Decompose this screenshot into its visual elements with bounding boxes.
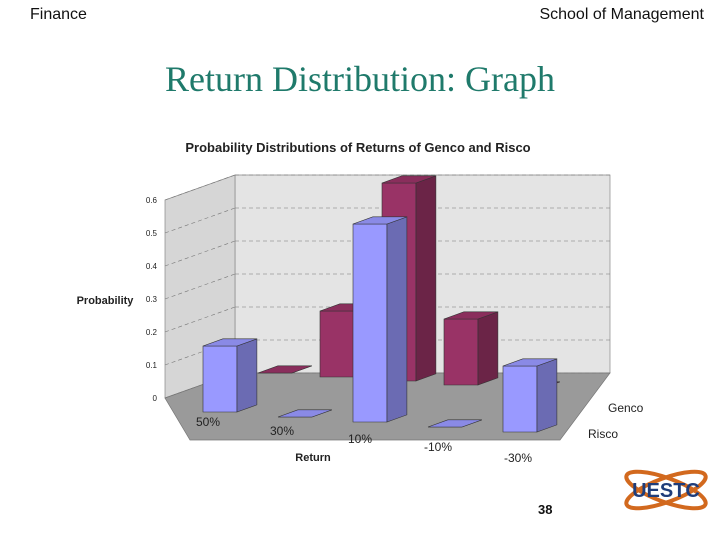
x-tick-label-4: -30% bbox=[503, 451, 533, 465]
x-axis-title: Return bbox=[295, 452, 331, 464]
header-right-text: School of Management bbox=[539, 6, 704, 23]
slide-number: 38 bbox=[538, 502, 553, 517]
y-tick-label-5: 0.5 bbox=[145, 229, 157, 238]
genco-bar-side-4 bbox=[537, 359, 557, 432]
chart-title: Probability Distributions of Returns of Genco and Risco bbox=[185, 140, 531, 155]
y-tick-label-4: 0.4 bbox=[145, 262, 157, 271]
genco-bar-front-4 bbox=[503, 366, 537, 432]
genco-bar-front-0 bbox=[203, 346, 237, 412]
genco-bar-side-2 bbox=[387, 217, 407, 422]
y-tick-label-3: 0.3 bbox=[145, 295, 157, 304]
genco-bar-side-0 bbox=[237, 339, 257, 412]
header-left-text: Finance bbox=[30, 6, 87, 23]
x-tick-label-1: 30% bbox=[269, 424, 295, 438]
series-label-genco: Genco bbox=[608, 401, 644, 415]
y-tick-label-0: 0 bbox=[152, 394, 157, 403]
y-axis-title: Probability bbox=[76, 295, 134, 307]
genco-bar-front-2 bbox=[353, 224, 387, 422]
risco-bar-front-1 bbox=[320, 311, 354, 377]
y-tick-label-1: 0.1 bbox=[145, 361, 157, 370]
x-tick-label-2: 10% bbox=[347, 432, 373, 446]
x-tick-label-3: -10% bbox=[423, 440, 453, 454]
uestc-logo bbox=[618, 452, 714, 528]
risco-bar-side-2 bbox=[416, 176, 436, 381]
svg-text:UESTC: UESTC bbox=[632, 480, 700, 502]
risco-bar-front-3 bbox=[444, 319, 478, 385]
x-tick-label-0: 50% bbox=[195, 415, 221, 429]
risco-bar-side-3 bbox=[478, 312, 498, 385]
y-tick-label-6: 0.6 bbox=[145, 196, 157, 205]
slide-title: Return Distribution: Graph bbox=[165, 59, 555, 99]
y-tick-label-2: 0.2 bbox=[145, 328, 157, 337]
series-label-risco: Risco bbox=[588, 427, 619, 441]
